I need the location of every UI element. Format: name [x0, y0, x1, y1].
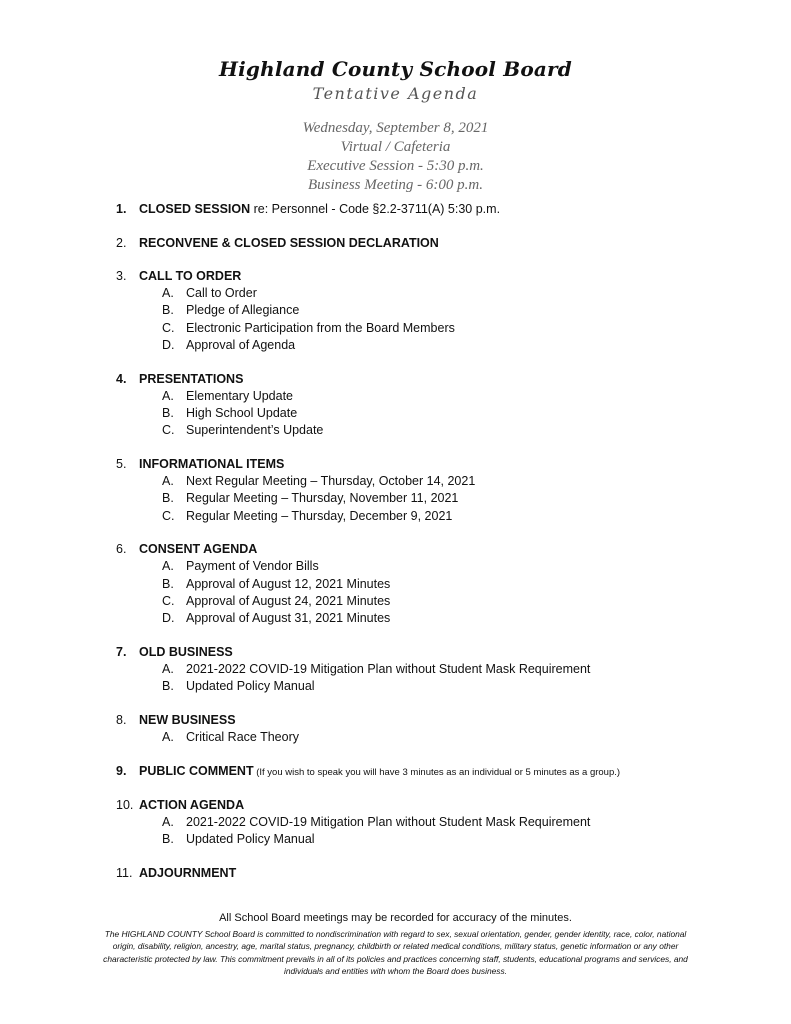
recording-notice: All School Board meetings may be recorded for accuracy of the minutes.: [219, 912, 572, 924]
agenda-subitem-text: Call to Order: [186, 286, 257, 300]
agenda-subitem-letter: A.: [162, 730, 174, 745]
agenda-item-title: RECONVENE & CLOSED SESSION DECLARATION: [139, 235, 439, 250]
agenda-subitem: [0, 576, 791, 593]
agenda-item: [0, 763, 791, 780]
agenda-item-label: [139, 235, 439, 252]
agenda-subitem: [0, 593, 791, 610]
agenda-subitem: [0, 473, 791, 490]
agenda-subitem-text: High School Update: [186, 405, 298, 420]
agenda-item: [0, 201, 791, 218]
agenda-item-heading: [0, 456, 791, 473]
agenda-subitem-list: [0, 285, 791, 354]
agenda-subitem-letter: B.: [162, 491, 174, 506]
agenda-item-title: PUBLIC COMMENT: [139, 764, 254, 779]
agenda-item-label: [139, 541, 257, 558]
agenda-subitem-text: Pledge of Allegiance: [186, 303, 300, 318]
agenda-subitem-text: Next Regular Meeting – Thursday, October 14, 2021: [186, 474, 476, 489]
agenda-subitem-letter: A.: [162, 662, 174, 677]
agenda-item-label: [139, 644, 233, 661]
agenda-list: [0, 201, 791, 898]
agenda-subitem-list: [0, 814, 791, 849]
agenda-subitem-letter: B.: [162, 303, 174, 318]
agenda-subitem-text: Approval of August 24, 2021 Minutes: [186, 594, 391, 609]
agenda-subitem-letter: A.: [162, 559, 174, 574]
agenda-item-title: OLD BUSINESS: [139, 645, 233, 660]
meeting-date: Wednesday, September 8, 2021: [302, 120, 489, 136]
agenda-item-number: 9.: [116, 764, 127, 779]
agenda-item-title: ADJOURNMENT: [139, 865, 237, 880]
agenda-item-label: [139, 268, 241, 285]
meeting-details: [0, 119, 791, 195]
agenda-subitem-list: [0, 473, 791, 525]
agenda-item: [0, 268, 791, 354]
agenda-item-detail: re: Personnel - Code §2.2-3711(A) 5:30 p.m.: [250, 202, 501, 216]
agenda-subitem-text: Approval of August 31, 2021 Minutes: [186, 611, 391, 626]
agenda-subitem: [0, 337, 791, 354]
agenda-subitem: [0, 285, 791, 302]
agenda-subitem-letter: C.: [162, 320, 175, 335]
agenda-item-title: ACTION AGENDA: [139, 797, 245, 812]
board-title: Highland County School Board: [219, 57, 572, 81]
agenda-item-title: CONSENT AGENDA: [139, 542, 258, 557]
document-header: [0, 56, 791, 195]
agenda-subitem: [0, 405, 791, 422]
agenda-subitem-letter: B.: [162, 679, 174, 694]
agenda-subitem-text: Updated Policy Manual: [186, 679, 315, 694]
agenda-subitem: [0, 661, 791, 678]
agenda-item-heading: [0, 268, 791, 285]
agenda-subtitle: Tentative Agenda: [312, 84, 479, 103]
agenda-item-number: 11.: [116, 865, 133, 880]
agenda-item-label: [139, 865, 236, 882]
business-meeting-time: Business Meeting - 6:00 p.m.: [308, 177, 483, 193]
agenda-item-number: 3.: [116, 269, 127, 283]
agenda-subitem-letter: B.: [162, 405, 174, 420]
agenda-item-label: [139, 797, 244, 814]
agenda-subitem-text: Approval of August 12, 2021 Minutes: [186, 576, 391, 591]
agenda-subitem-text: Elementary Update: [186, 388, 294, 403]
agenda-item-heading: [0, 201, 791, 218]
executive-session-time: Executive Session - 5:30 p.m.: [307, 158, 484, 174]
agenda-subitem-text: 2021-2022 COVID-19 Mitigation Plan without Student Mask Requirement: [186, 662, 591, 677]
agenda-item-label: [139, 201, 500, 218]
document-footer: [0, 911, 791, 978]
agenda-subitem: [0, 558, 791, 575]
agenda-item-label: [139, 371, 243, 388]
agenda-item-heading: [0, 235, 791, 252]
agenda-subitem-text: Updated Policy Manual: [186, 831, 315, 846]
nondiscrimination-statement: The HIGHLAND COUNTY School Board is committed to nondiscrimination with regard to sex, sexual orientation, gender, gender identity, race, color, national origin, disability, religion, ancestry, age, marital status, pregnancy, childbirth or related medical conditions, military status, genetic information or any other characteristic protected by law. This commitment prevails in all of its policies and practices concerning staff, students, educational programs and services, and individuals and entities with whom the Board does business.: [103, 929, 688, 977]
agenda-item: [0, 865, 791, 882]
agenda-item-label: [139, 456, 284, 473]
agenda-item: [0, 371, 791, 440]
agenda-subitem-list: [0, 729, 791, 746]
agenda-subitem-list: [0, 661, 791, 696]
agenda-subitem: [0, 490, 791, 507]
agenda-item: [0, 712, 791, 746]
agenda-subitem-letter: A.: [162, 286, 174, 300]
agenda-subitem: [0, 422, 791, 439]
agenda-subitem-letter: C.: [162, 423, 175, 438]
agenda-item-heading: [0, 865, 791, 882]
agenda-subitem-list: [0, 558, 791, 627]
agenda-subitem-letter: D.: [162, 337, 175, 352]
agenda-item-title: CLOSED SESSION: [139, 202, 251, 216]
agenda-item-title: PRESENTATIONS: [139, 371, 244, 386]
agenda-subitem: [0, 814, 791, 831]
agenda-subitem: [0, 302, 791, 319]
agenda-subitem: [0, 610, 791, 627]
meeting-location: Virtual / Cafeteria: [340, 139, 451, 155]
agenda-subitem-list: [0, 388, 791, 440]
agenda-item-heading: [0, 797, 791, 814]
agenda-item-label: [139, 763, 620, 781]
agenda-subitem-text: Superintendent’s Update: [186, 423, 324, 438]
agenda-item-heading: [0, 763, 791, 780]
agenda-item-title: CALL TO ORDER: [139, 269, 242, 283]
agenda-item-title: INFORMATIONAL ITEMS: [139, 457, 285, 472]
agenda-item-heading: [0, 712, 791, 729]
agenda-subitem-letter: C.: [162, 594, 175, 609]
agenda-subitem-letter: B.: [162, 831, 174, 846]
agenda-subitem: [0, 729, 791, 746]
agenda-subitem: [0, 320, 791, 337]
agenda-item-number: 2.: [116, 235, 127, 250]
agenda-item-number: 4.: [116, 371, 127, 386]
agenda-item-number: 7.: [116, 645, 127, 660]
agenda-subitem: [0, 678, 791, 695]
agenda-item: [0, 541, 791, 627]
agenda-item-number: 1.: [116, 202, 127, 216]
agenda-subitem-letter: B.: [162, 576, 174, 591]
agenda-item: [0, 235, 791, 252]
agenda-item-note: (If you wish to speak you will have 3 minutes as an individual or 5 minutes as a group.): [253, 767, 621, 779]
agenda-item: [0, 797, 791, 849]
agenda-item-heading: [0, 644, 791, 661]
agenda-subitem-text: Electronic Participation from the Board Members: [186, 320, 455, 335]
agenda-subitem-text: Regular Meeting – Thursday, November 11, 2021: [186, 491, 459, 506]
agenda-subitem-letter: D.: [162, 611, 175, 626]
agenda-subitem: [0, 388, 791, 405]
agenda-item-number: 6.: [116, 542, 127, 557]
agenda-item-heading: [0, 371, 791, 388]
agenda-subitem-text: Approval of Agenda: [186, 337, 296, 352]
agenda-subitem-text: Critical Race Theory: [186, 730, 300, 745]
agenda-item-heading: [0, 541, 791, 558]
agenda-subitem-text: 2021-2022 COVID-19 Mitigation Plan without Student Mask Requirement: [186, 814, 591, 829]
agenda-item-number: 5.: [116, 457, 127, 472]
agenda-subitem-letter: A.: [162, 814, 174, 829]
agenda-item-title: NEW BUSINESS: [139, 713, 236, 728]
agenda-item-number: 8.: [116, 713, 127, 728]
agenda-subitem: [0, 508, 791, 525]
agenda-subitem-letter: A.: [162, 388, 174, 403]
agenda-item-number: 10.: [116, 797, 134, 812]
agenda-subitem-letter: A.: [162, 474, 174, 489]
agenda-item-label: [139, 712, 236, 729]
agenda-subitem-letter: C.: [162, 508, 175, 523]
agenda-subitem-text: Payment of Vendor Bills: [186, 559, 319, 574]
agenda-item: [0, 644, 791, 696]
agenda-subitem: [0, 831, 791, 848]
agenda-subitem-text: Regular Meeting – Thursday, December 9, 2021: [186, 508, 453, 523]
agenda-item: [0, 456, 791, 525]
